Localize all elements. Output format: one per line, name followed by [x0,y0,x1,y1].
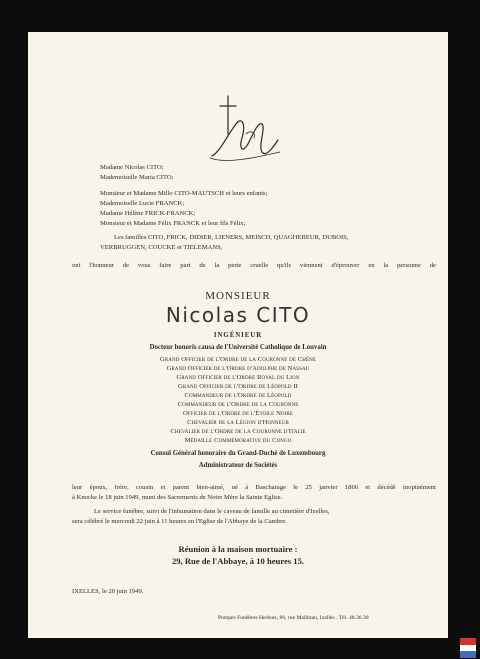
honour-item: Commandeur de l'Ordre de Léopold [184,392,292,399]
death-notice-line: à Knocke le 18 juin 1949, muni des Sacrements de Notre Mère la Sainte Eglise. [72,494,283,501]
announcer-line: Madame Hélène FRICK-FRANCK; [100,210,196,217]
place-date: IXELLES, le 20 juin 1949. [72,588,144,595]
death-notice-line: leur époux, frère, cousin et parent bien-aimé, né à Bascharage le 25 janvier 1866 et décédé inopinément [72,484,436,491]
honour-item: Grand Officier de l'Ordre de la Couronne de Chêne [160,356,316,363]
flag-icon [460,638,476,658]
consul-title: Consul Général honoraire du Grand-Duché de Luxembourg [150,450,326,457]
honour-item: Grand Officier de l'Ordre Royal du Lion [176,374,300,381]
announcer-line: Mademoiselle Maria CITO; [100,174,174,181]
honour-item: Officier de l'Ordre de l'Étoile Noire [182,410,294,417]
administrator-title: Administrateur de Sociétés [198,462,278,469]
announcer-line: Monsieur et Madame Millo CITO-MAUTSCH et leurs enfants; [100,190,268,197]
obituary-card [28,32,448,638]
honour-item: Commandeur de l'Ordre de la Couronne [177,401,299,408]
doctorate: Docteur honoris causa de l'Université Catholique de Louvain [149,344,327,351]
service-line: sera célébré le mercredi 22 juin à 11 heures en l'Eglise de l'Abbaye de la Cambre. [72,518,287,525]
profession: INGÉNIEUR [213,332,263,339]
families-line: VERBRUGGEN, COUCKE et TIELEMANS, [100,244,223,251]
deceased-name: Nicolas CITO [165,303,311,327]
cross-monogram-icon [206,94,286,166]
families-line: Les familles CITO, FRICK, DIDIER, LIENERS, MEISCH, QUAGHEBEUR, DUBOIS, [114,234,349,241]
honour-item: Grand Officier de l'Ordre d'Adolphe de Nassau [166,365,310,372]
announcer-line: Mademoiselle Lucie FRANCK; [100,200,185,207]
meeting-line: Réunion à la maison mortuaire : [178,544,298,554]
announcer-line: Monsieur et Madame Félix FRANCK et leur fils Félix; [100,220,246,227]
honour-item: Chevalier de la Légion d'Honneur [187,419,289,426]
honour-item: Médaille Commémorative du Congo [184,437,292,444]
honorific: MONSIEUR [205,290,271,302]
meeting-line: 29, Rue de l'Abbaye, à 10 heures 15. [171,556,305,566]
funeral-home-credit: Pompes Funèbres Herbots, 86, rue Malibran, Ixelles . Tél. 48.36.30 [218,615,369,621]
announcer-line: Madame Nicolas CITO; [100,164,164,171]
service-line: Le service funèbre, suivi de l'inhumation dans le caveau de famille au cimetière d'Ixelles, [94,508,330,515]
honour-item: Chevalier de l'Ordre de la Couronne d'Italie [170,428,306,435]
intro-text: ont l'honneur de vous faire part de la perte cruelle qu'ils viennent d'éprouver en la personne de [72,262,436,269]
honour-item: Grand Officier de l'Ordre de Léopold II [178,383,298,390]
